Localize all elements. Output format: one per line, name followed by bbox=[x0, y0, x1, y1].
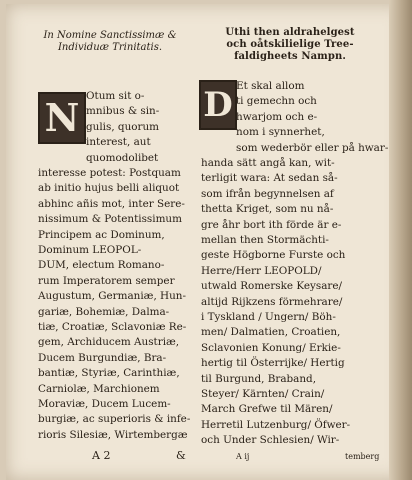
swedish-heading bbox=[195, 27, 385, 63]
latin-text-line: gem, Archiducem Austriæ, bbox=[38, 336, 180, 349]
latin-text-line: interesse potest: Postquam bbox=[38, 167, 181, 179]
swedish-text-line: altijd Rijkzens förmehrare/ bbox=[201, 295, 343, 308]
latin-catchword: & bbox=[176, 449, 186, 462]
swedish-text-line: Herre/Herr LEOPOLD/ bbox=[201, 264, 322, 277]
swedish-text-line: nom i synnerhet, bbox=[236, 126, 325, 139]
latin-text-line: Ducem Burgundiæ, Bra- bbox=[38, 351, 167, 364]
swedish-heading-line-3: faldigheets Nampn. bbox=[234, 51, 346, 62]
latin-text-line: quomodolibet bbox=[86, 151, 159, 164]
latin-text-line: interest, aut bbox=[86, 136, 151, 149]
latin-text-line: nissimum & Potentissimum bbox=[38, 213, 182, 226]
latin-text-line: rioris Silesiæ, Wirtembergæ bbox=[38, 428, 188, 441]
swedish-text-line: terligit wara: At sedan så- bbox=[201, 172, 338, 185]
swedish-text-line: handa sätt angå kan, wit- bbox=[201, 157, 335, 169]
swedish-text-line: thetta Kriget, som nu nå- bbox=[201, 203, 334, 216]
swedish-text-line: som wederbör eller på hwar- bbox=[236, 141, 389, 154]
swedish-text-line: och Under Schlesien/ Wir- bbox=[201, 434, 340, 447]
latin-text-line: Augustum, Germaniæ, Hun- bbox=[38, 290, 187, 303]
latin-text-line: gulis, quorum bbox=[86, 120, 160, 133]
latin-text-line: mnibus & sin- bbox=[86, 105, 160, 118]
latin-text-line: Moraviæ, Ducem Lucem- bbox=[38, 398, 171, 410]
swedish-text-line: Et skal allom bbox=[236, 80, 305, 92]
swedish-text-line: Herretil Lutzenburg/ Öfwer- bbox=[201, 418, 351, 431]
swedish-text-line: hertig til Österrijke/ Hertig bbox=[201, 357, 345, 370]
latin-text-line: gariæ, Bohemiæ, Dalma- bbox=[38, 305, 170, 318]
swedish-text-line: men/ Dalmatien, Croatien, bbox=[201, 326, 341, 339]
swedish-heading-line-1: Uthi then aldrahelgest bbox=[225, 27, 355, 38]
latin-signature-mark: A 2 bbox=[92, 449, 111, 462]
swedish-text-line: mellan then Stormächti- bbox=[201, 234, 329, 246]
book-gutter bbox=[389, 0, 412, 480]
swedish-catchword: temberg bbox=[345, 452, 380, 461]
swedish-text-line: Sclavonien Konung/ Erkie- bbox=[201, 341, 341, 354]
latin-text-line: ab initio hujus belli aliquot bbox=[38, 182, 180, 195]
swedish-text-line: Steyer/ Kärnten/ Crain/ bbox=[201, 388, 325, 400]
latin-text-line: bantiæ, Styriæ, Carinthiæ, bbox=[38, 367, 180, 380]
latin-text-line: abhinc añis mot, inter Sere- bbox=[38, 197, 185, 210]
latin-heading bbox=[36, 30, 184, 54]
latin-text-line: Principem ac Dominum, bbox=[38, 228, 165, 241]
swedish-heading-line-2: och oåtskilielige Tree- bbox=[226, 39, 354, 50]
latin-text-line: DUM, electum Romano- bbox=[38, 259, 165, 272]
latin-text-line: Dominum LEOPOL- bbox=[38, 244, 142, 256]
swedish-text-line: ti gemechn och bbox=[236, 95, 317, 108]
swedish-text-line: hwarjom och e- bbox=[236, 110, 318, 123]
latin-text-line: burgiæ, ac superioris & infe- bbox=[38, 413, 191, 426]
latin-text-line: rum Imperatorem semper bbox=[38, 274, 175, 287]
latin-dropcap: N bbox=[38, 92, 86, 144]
swedish-signature-mark: A ij bbox=[236, 452, 250, 461]
latin-text-line: Carniolæ, Marchionem bbox=[38, 382, 160, 395]
swedish-text-line: geste Högborne Furste och bbox=[201, 249, 346, 262]
latin-text-line: Otum sit o- bbox=[86, 90, 145, 102]
swedish-text-line: i Tyskland / Ungern/ Böh- bbox=[201, 311, 336, 323]
swedish-text-line: til Burgund, Braband, bbox=[201, 372, 317, 385]
latin-heading-line-1: In Nomine Sanctissimæ & bbox=[43, 30, 177, 41]
swedish-text-line: som ifrån begynnelsen af bbox=[201, 187, 334, 200]
swedish-dropcap: D bbox=[199, 80, 237, 130]
latin-heading-line-2: Individuæ Trinitatis. bbox=[57, 42, 163, 53]
swedish-text-line: gre åhr bort ith förde är e- bbox=[201, 218, 342, 231]
latin-text-line: tiæ, Croatiæ, Sclavoniæ Re- bbox=[38, 321, 187, 333]
swedish-text-line: March Grefwe til Mären/ bbox=[201, 403, 333, 416]
swedish-text-line: utwald Romerske Keysare/ bbox=[201, 280, 343, 293]
